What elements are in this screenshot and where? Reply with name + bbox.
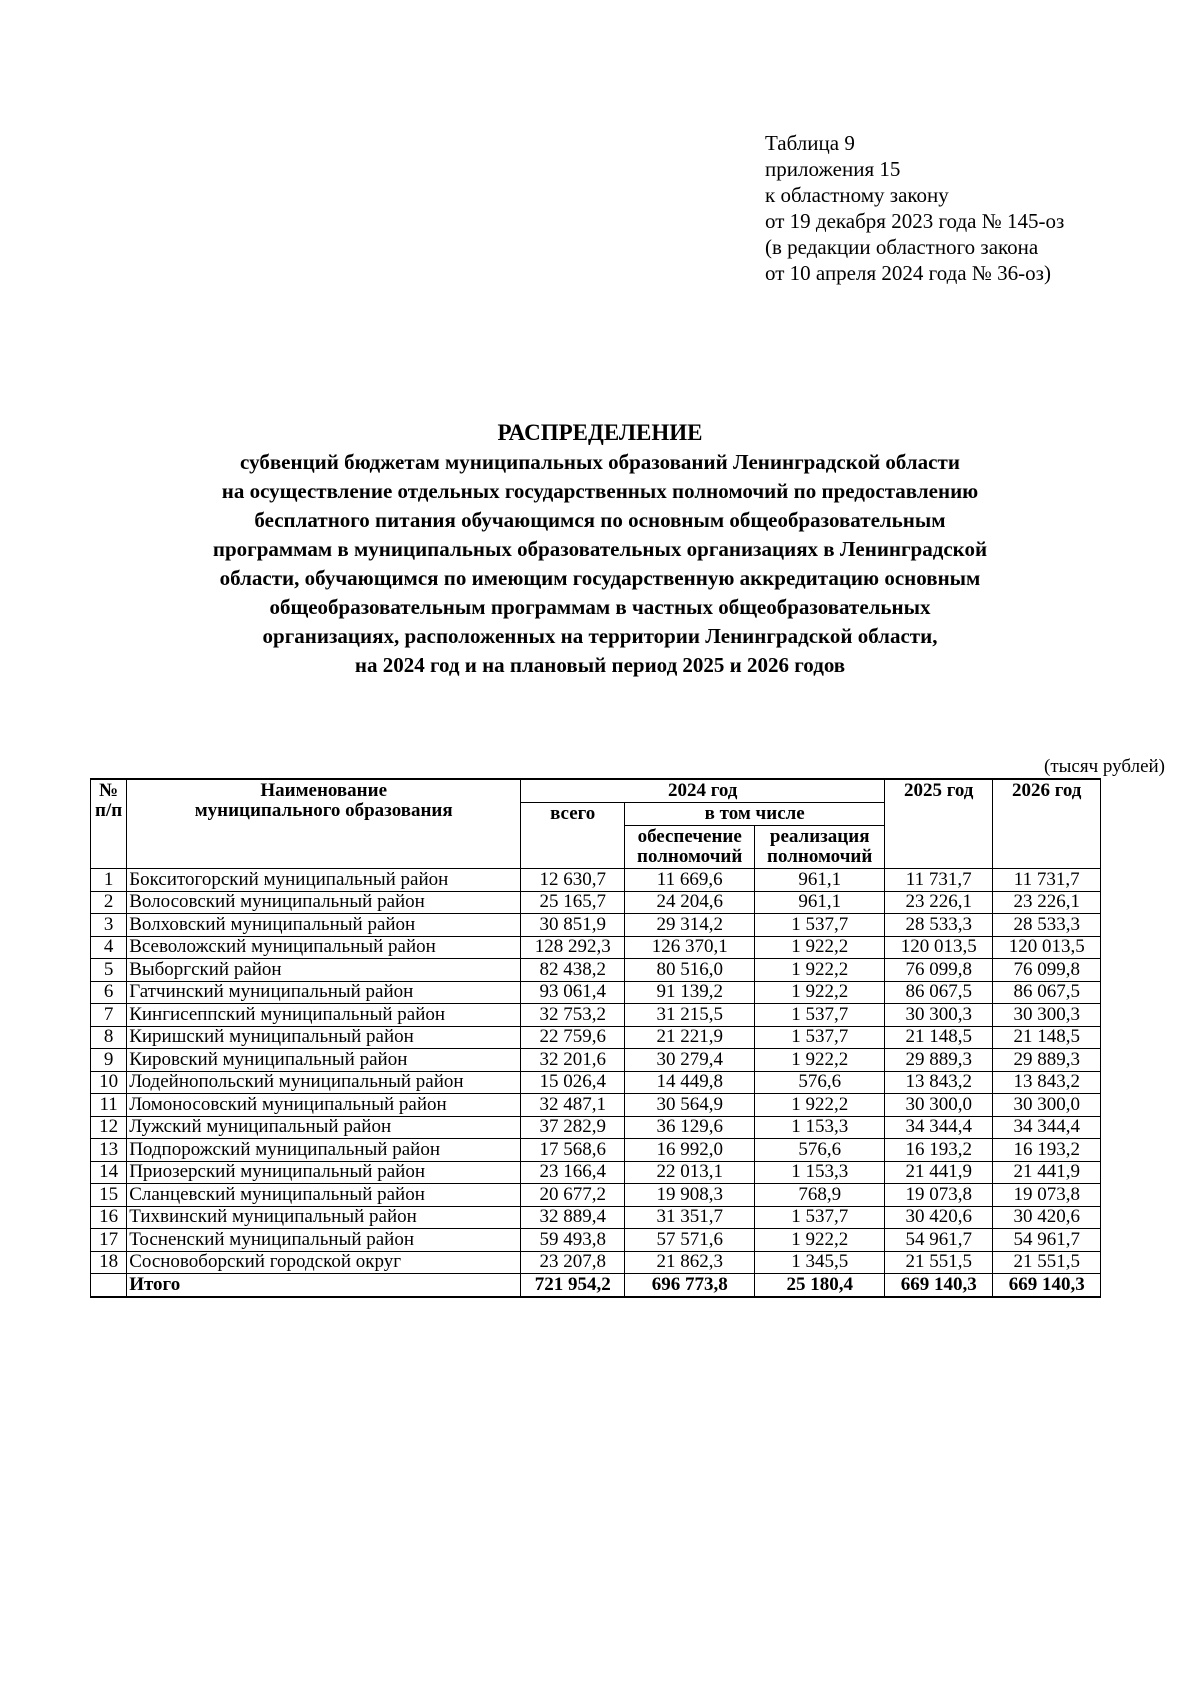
table-row [91,1071,1101,1094]
table-row [91,1094,1101,1117]
total-2024: 82 438,2 [521,959,625,982]
implementation-2024: 1 922,2 [755,1094,885,1117]
implementation-2024: 1 153,3 [755,1116,885,1139]
provision-2024: 57 571,6 [625,1229,755,1252]
implementation-2024: 1 922,2 [755,981,885,1004]
municipality-name: Лужский муниципальный район [127,1116,521,1139]
row-number: 3 [91,914,127,937]
row-number: 7 [91,1004,127,1027]
municipality-name: Киришский муниципальный район [127,1026,521,1049]
municipality-name: Бокситогорский муниципальный район [127,869,521,892]
reference-line: приложения 15 [765,157,901,181]
row-number: 14 [91,1161,127,1184]
title-line: на 2024 год и на плановый период 2025 и 2026 годов [354,653,846,677]
row-number: 2 [91,891,127,914]
amount-2025: 120 013,5 [885,936,993,959]
implementation-2024: 768,9 [755,1184,885,1207]
provision-2024: 29 314,2 [625,914,755,937]
table-row [91,1229,1101,1252]
amount-2025: 21 441,9 [885,1161,993,1184]
municipality-name: Тосненский муниципальный район [127,1229,521,1252]
amount-2025: 30 420,6 [885,1206,993,1229]
row-number: 1 [91,869,127,892]
header-blank [993,803,1101,826]
municipality-name: Сланцевский муниципальный район [127,1184,521,1207]
total-2024: 128 292,3 [521,936,625,959]
title-line: бесплатного питания обучающимся по основным общеобразовательным [254,508,946,532]
amount-2025: 34 344,4 [885,1116,993,1139]
provision-2024: 30 564,9 [625,1094,755,1117]
amount-2026: 120 013,5 [993,936,1101,959]
implementation-2024: 1 922,2 [755,959,885,982]
implementation-2024: 1 922,2 [755,1049,885,1072]
amount-2025: 86 067,5 [885,981,993,1004]
amount-2026: 21 148,5 [993,1026,1101,1049]
row-number [91,1274,127,1297]
header-year-2026: 2026 год [993,779,1101,803]
table-row [91,936,1101,959]
title-line: субвенций бюджетам муниципальных образований Ленинградской области [240,450,960,474]
municipality-name: Приозерский муниципальный район [127,1161,521,1184]
row-number: 9 [91,1049,127,1072]
amount-2025: 21 551,5 [885,1251,993,1274]
municipality-name: Тихвинский муниципальный район [127,1206,521,1229]
municipality-name: Гатчинский муниципальный район [127,981,521,1004]
reference-line: от 19 декабря 2023 года № 145-оз [765,209,1065,233]
amount-2026: 76 099,8 [993,959,1101,982]
total-2024: 22 759,6 [521,1026,625,1049]
title-line: области, обучающимся по имеющим государственную аккредитацию основным [219,566,981,590]
amount-2025: 21 148,5 [885,1026,993,1049]
implementation-2024: 1 345,5 [755,1251,885,1274]
municipality-name: Сосновоборский городской округ [127,1251,521,1274]
total-2024: 12 630,7 [521,869,625,892]
total-row [91,1274,1101,1297]
implementation-2024: 1 537,7 [755,1026,885,1049]
provision-2024: 19 908,3 [625,1184,755,1207]
total-2024: 25 165,7 [521,891,625,914]
provision-2024: 21 862,3 [625,1251,755,1274]
amount-2025: 23 226,1 [885,891,993,914]
table-row [91,1026,1101,1049]
amount-2026: 19 073,8 [993,1184,1101,1207]
implementation-2024: 25 180,4 [755,1274,885,1297]
total-2024: 32 201,6 [521,1049,625,1072]
total-2024: 32 487,1 [521,1094,625,1117]
amount-2026: 21 551,5 [993,1251,1101,1274]
table-row [91,1161,1101,1184]
municipality-name: Кировский муниципальный район [127,1049,521,1072]
row-number: 4 [91,936,127,959]
amount-2026: 30 300,0 [993,1094,1101,1117]
table-row [91,959,1101,982]
amount-2026: 21 441,9 [993,1161,1101,1184]
header-total: всего [521,803,625,869]
amount-2026: 13 843,2 [993,1071,1101,1094]
header-implementation: реализация полномочий [755,826,885,869]
table-row [91,1049,1101,1072]
title-line: программам в муниципальных образовательных организациях в Ленинградской [212,537,988,561]
amount-2025: 19 073,8 [885,1184,993,1207]
provision-2024: 30 279,4 [625,1049,755,1072]
amount-2026: 30 420,6 [993,1206,1101,1229]
implementation-2024: 1 537,7 [755,1004,885,1027]
units-label: (тысяч рублей) [1044,756,1165,777]
municipality-name: Волосовский муниципальный район [127,891,521,914]
municipality-name: Всеволожский муниципальный район [127,936,521,959]
implementation-2024: 576,6 [755,1071,885,1094]
reference-line: к областному закону [765,183,949,207]
implementation-2024: 1 153,3 [755,1161,885,1184]
document-title [100,418,1100,680]
table-row [91,1206,1101,1229]
provision-2024: 21 221,9 [625,1026,755,1049]
amount-2025: 28 533,3 [885,914,993,937]
implementation-2024: 1 537,7 [755,914,885,937]
provision-2024: 31 351,7 [625,1206,755,1229]
header-blank [885,803,993,826]
row-number: 5 [91,959,127,982]
row-number: 16 [91,1206,127,1229]
provision-2024: 80 516,0 [625,959,755,982]
total-2024: 15 026,4 [521,1071,625,1094]
row-number: 6 [91,981,127,1004]
implementation-2024: 1 922,2 [755,1229,885,1252]
amount-2025: 54 961,7 [885,1229,993,1252]
amount-2026: 28 533,3 [993,914,1101,937]
title-line: организациях, расположенных на территории Ленинградской области, [262,624,938,648]
header-year-2024: 2024 год [521,779,885,803]
amount-2026: 23 226,1 [993,891,1101,914]
implementation-2024: 576,6 [755,1139,885,1162]
reference-line: Таблица 9 [765,131,855,155]
header-number: № п/п [91,779,127,869]
row-number: 12 [91,1116,127,1139]
total-2024: 37 282,9 [521,1116,625,1139]
amount-2025: 669 140,3 [885,1274,993,1297]
total-2024: 32 753,2 [521,1004,625,1027]
law-reference [765,130,1064,286]
municipality-name: Ломоносовский муниципальный район [127,1094,521,1117]
amount-2026: 54 961,7 [993,1229,1101,1252]
amount-2026: 86 067,5 [993,981,1101,1004]
total-2024: 17 568,6 [521,1139,625,1162]
header-year-2025: 2025 год [885,779,993,803]
total-2024: 93 061,4 [521,981,625,1004]
provision-2024: 31 215,5 [625,1004,755,1027]
row-number: 13 [91,1139,127,1162]
reference-line: от 10 апреля 2024 года № 36-оз) [765,261,1051,285]
amount-2026: 34 344,4 [993,1116,1101,1139]
municipality-name: Волховский муниципальный район [127,914,521,937]
row-number: 17 [91,1229,127,1252]
amount-2026: 11 731,7 [993,869,1101,892]
row-number: 18 [91,1251,127,1274]
provision-2024: 126 370,1 [625,936,755,959]
row-number: 8 [91,1026,127,1049]
provision-2024: 14 449,8 [625,1071,755,1094]
header-blank [885,826,993,869]
provision-2024: 22 013,1 [625,1161,755,1184]
header-blank [993,826,1101,869]
amount-2025: 30 300,0 [885,1094,993,1117]
header-provision: обеспечение полномочий [625,826,755,869]
implementation-2024: 1 537,7 [755,1206,885,1229]
provision-2024: 696 773,8 [625,1274,755,1297]
table-row [91,981,1101,1004]
table-body [91,869,1101,1297]
header-including: в том числе [625,803,885,826]
provision-2024: 11 669,6 [625,869,755,892]
table-row [91,891,1101,914]
title-line: на осуществление отдельных государственных полномочий по предоставлению [221,479,979,503]
row-number: 15 [91,1184,127,1207]
amount-2026: 29 889,3 [993,1049,1101,1072]
provision-2024: 24 204,6 [625,891,755,914]
header-name: Наименование муниципального образования [127,779,521,869]
total-2024: 32 889,4 [521,1206,625,1229]
total-label: Итого [127,1274,521,1297]
implementation-2024: 961,1 [755,869,885,892]
table-row [91,1004,1101,1027]
amount-2026: 669 140,3 [993,1274,1101,1297]
table-row [91,869,1101,892]
table-row [91,1184,1101,1207]
total-2024: 23 207,8 [521,1251,625,1274]
title-main: РАСПРЕДЕЛЕНИЕ [497,420,703,445]
distribution-table [90,778,1101,1298]
title-line: общеобразовательным программам в частных общеобразовательных [269,595,931,619]
municipality-name: Кингисеппский муниципальный район [127,1004,521,1027]
row-number: 11 [91,1094,127,1117]
provision-2024: 16 992,0 [625,1139,755,1162]
amount-2025: 16 193,2 [885,1139,993,1162]
amount-2025: 13 843,2 [885,1071,993,1094]
implementation-2024: 961,1 [755,891,885,914]
implementation-2024: 1 922,2 [755,936,885,959]
reference-line: (в редакции областного закона [765,235,1039,259]
amount-2025: 30 300,3 [885,1004,993,1027]
municipality-name: Лодейнопольский муниципальный район [127,1071,521,1094]
amount-2025: 11 731,7 [885,869,993,892]
table-row [91,1139,1101,1162]
total-2024: 30 851,9 [521,914,625,937]
row-number: 10 [91,1071,127,1094]
table-row [91,1251,1101,1274]
amount-2025: 29 889,3 [885,1049,993,1072]
amount-2026: 30 300,3 [993,1004,1101,1027]
total-2024: 20 677,2 [521,1184,625,1207]
total-2024: 23 166,4 [521,1161,625,1184]
table-row [91,1116,1101,1139]
provision-2024: 91 139,2 [625,981,755,1004]
table-row [91,914,1101,937]
amount-2025: 76 099,8 [885,959,993,982]
amount-2026: 16 193,2 [993,1139,1101,1162]
provision-2024: 36 129,6 [625,1116,755,1139]
municipality-name: Выборгский район [127,959,521,982]
total-2024: 721 954,2 [521,1274,625,1297]
total-2024: 59 493,8 [521,1229,625,1252]
municipality-name: Подпорожский муниципальный район [127,1139,521,1162]
